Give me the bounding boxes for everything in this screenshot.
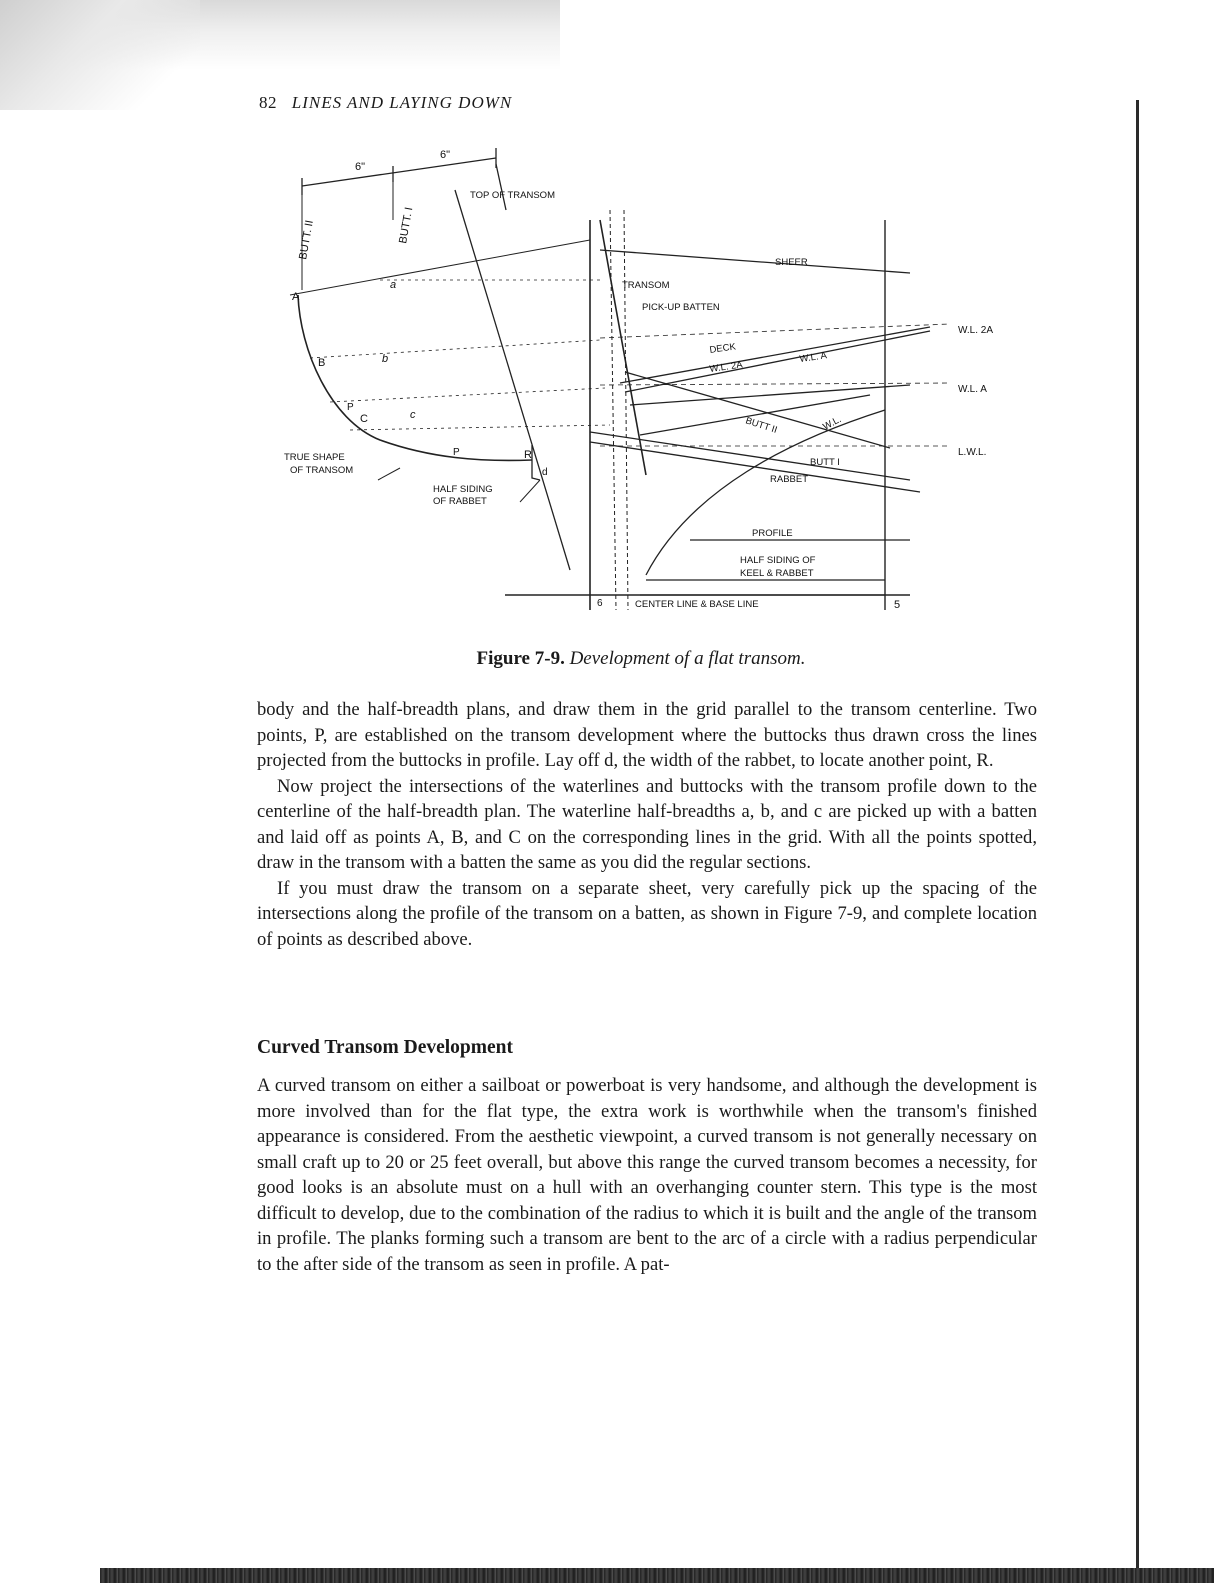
- sheer-line: [600, 250, 910, 273]
- waterline-label: W.L. A: [958, 384, 987, 395]
- butt-i-line: [590, 432, 910, 480]
- leader-line: [378, 468, 400, 480]
- butt-ii-inner-label: BUTT II: [744, 415, 779, 436]
- paragraph: If you must draw the transom on a separate sheet, very carefully pick up the spacing of the intersections along the profile of the transom on a batten, as shown in Figure 7-9, and complete location of points as described above.: [257, 877, 1037, 950]
- page-number: 82: [259, 93, 277, 112]
- sheer-label: SHEER: [775, 257, 808, 268]
- paragraph: Now project the intersections of the waterlines and buttocks with the transom profile down to the centerline of the half-breadth plan. The waterline half-breadths a, b, and c are picked up with a batten and laid off as points A, B, and C on the corresponding lines in the grid. With all the points spotted, draw in the transom with a batten the same as you did the regular sections.: [257, 775, 1037, 873]
- paragraph: A curved transom on either a sailboat or powerboat is very handsome, and although the development is more involved than for the flat type, the extra work is worthwhile when the transom's finished appearance is considered. From the aesthetic viewpoint, a curved transom is not generally necessary on small craft up to 20 or 25 feet overall, but above this range the curved transom becomes a necessity, for good looks is an absolute must on a hull with an overhanging counter stern. This type is the most difficult to develop, due to the combination of the radius to which it is built and the angle of the transom in profile. The planks forming such a transom are bent to the arc of a circle with a radius perpendicular to the after side of the transom as seen in profile. A pat-: [257, 1075, 1037, 1275]
- point-label: a: [390, 279, 397, 291]
- half-siding-keel-label: HALF SIDING OF: [740, 555, 816, 566]
- wl2a-plan: [625, 331, 930, 392]
- top-of-transom-label: TOP OF TRANSOM: [470, 190, 555, 201]
- half-siding-keel-label: KEEL & RABBET: [740, 568, 814, 579]
- point-label: B: [318, 357, 326, 369]
- rabbet-label: RABBET: [770, 474, 809, 485]
- waterline-label: L.W.L.: [958, 447, 987, 458]
- waterline-label: W.L. 2A: [958, 325, 994, 336]
- point-label: b: [382, 353, 389, 365]
- profile-curve: [646, 410, 885, 575]
- figure-caption: [0, 648, 1214, 670]
- grid-line: [350, 425, 610, 430]
- scan-shadow-corner: [0, 0, 200, 110]
- pickup-batten: [610, 210, 616, 610]
- page-edge: [1136, 100, 1139, 1570]
- scan-bottom-edge: [100, 1568, 1214, 1583]
- body-text: [257, 1073, 1037, 1277]
- running-head: [259, 93, 512, 113]
- grid-line: [290, 240, 590, 295]
- point-label: c: [410, 409, 416, 421]
- deck-label: DECK: [708, 341, 737, 356]
- wl2a-inner-label: W.L. 2A: [708, 359, 744, 375]
- centerline-label: CENTER LINE & BASE LINE: [635, 599, 759, 610]
- pickup-batten-label: PICK-UP BATTEN: [642, 302, 720, 313]
- true-shape-label: OF TRANSOM: [290, 465, 354, 476]
- dim-label: 6": [440, 149, 451, 161]
- centerline-top: [496, 164, 506, 210]
- caption-label: Figure 7-9.: [476, 648, 565, 669]
- grid-line: [310, 340, 600, 358]
- point-label: R: [524, 449, 532, 461]
- station-label: 5: [894, 599, 901, 611]
- leader-line: [520, 480, 540, 502]
- wla-inner-label: W.L. A: [798, 350, 828, 365]
- buttock-label: BUTT. II: [297, 219, 316, 261]
- figure-7-9: [270, 140, 1030, 640]
- point-label: P: [347, 402, 354, 413]
- waterline-a: [600, 383, 950, 385]
- wl-inner-label: W.L.: [821, 414, 844, 433]
- running-title: LINES AND LAYING DOWN: [291, 93, 513, 112]
- grid-line: [330, 388, 605, 402]
- point-label: P: [453, 447, 460, 458]
- buttock-label: BUTT. I: [397, 206, 416, 245]
- station-label: 6: [597, 598, 603, 609]
- true-shape-label: TRUE SHAPE: [284, 452, 345, 463]
- butt-i-inner-label: BUTT I: [810, 457, 840, 468]
- section-heading: Curved Transom Development: [257, 1037, 514, 1058]
- dimension-line: [302, 158, 496, 186]
- point-label: A: [292, 291, 300, 303]
- point-label: C: [360, 413, 368, 425]
- butt-ii-line: [625, 372, 890, 448]
- transom-drawing: [270, 140, 1030, 640]
- point-label: d: [542, 467, 548, 478]
- caption-text: Development of a flat transom.: [569, 648, 806, 669]
- station-line: [624, 210, 628, 610]
- transom-label: TRANSOM: [622, 280, 670, 291]
- paragraph: body and the half-breadth plans, and draw them in the grid parallel to the transom centerline. Two points, P, are established on the transom development where the buttocks thus drawn cross the lines projected from the buttocks in profile. Lay off d, the width of the rabbet, to locate another point, R.: [257, 699, 1037, 771]
- dim-label: 6": [355, 161, 366, 173]
- half-siding-rabbet-label: OF RABBET: [433, 496, 487, 507]
- profile-label: PROFILE: [752, 528, 793, 539]
- waterline-2a: [600, 324, 950, 338]
- transom-shape-curve: [298, 295, 532, 460]
- half-siding-rabbet-label: HALF SIDING: [433, 484, 493, 495]
- body-text: [257, 697, 1037, 952]
